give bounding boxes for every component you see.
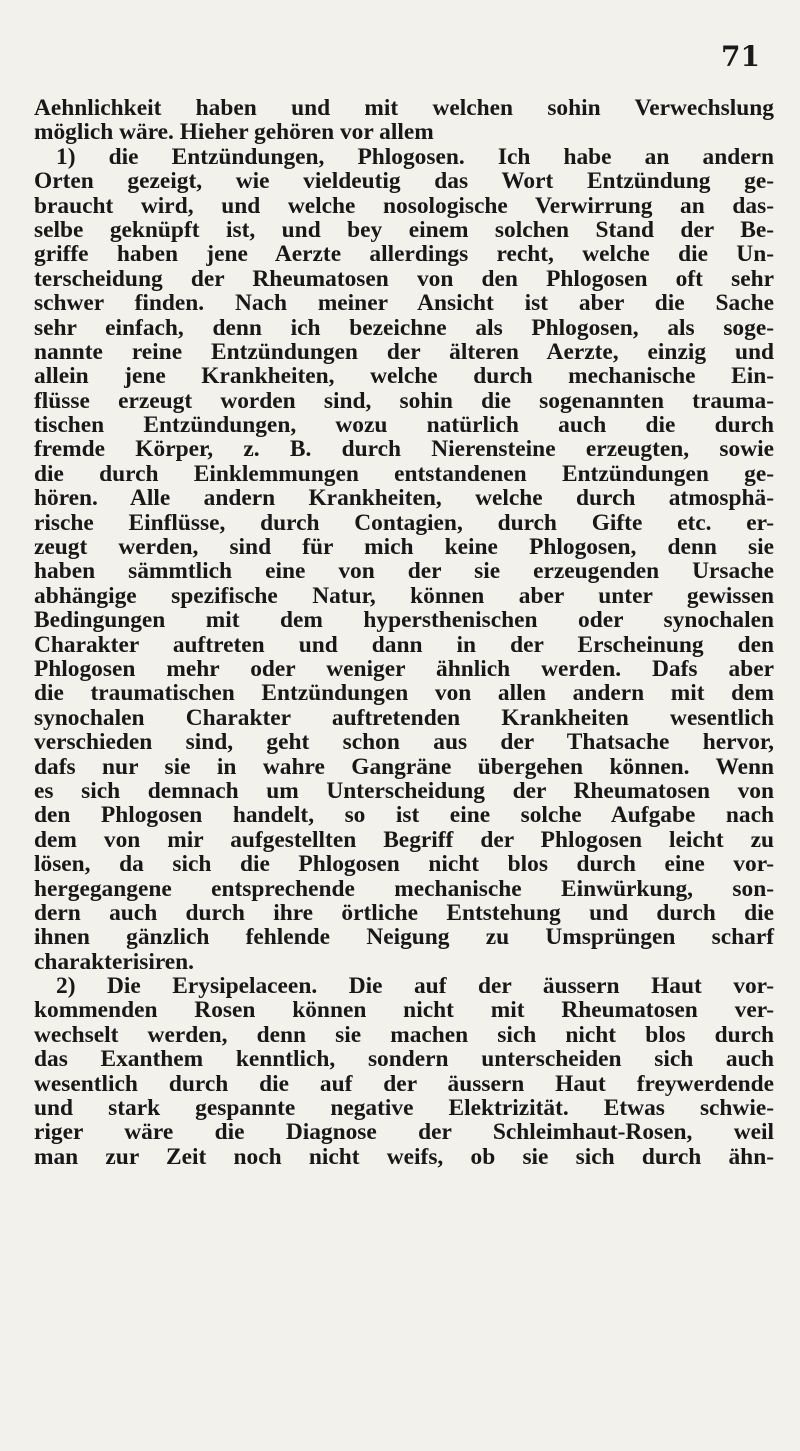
text-line: es sich demnach um Unterscheidung der Rheumatosen von	[34, 777, 774, 804]
text-line: charakterisiren.	[34, 948, 195, 975]
text-line: schwer finden. Nach meiner Ansicht ist aber die Sache	[34, 290, 774, 317]
text-line: allein jene Krankheiten, welche durch mechanische Ein-	[34, 363, 774, 390]
text-line: zeugt werden, sind für mich keine Phlogosen, denn sie	[34, 534, 774, 561]
text-line: dem von mir aufgestellten Begriff der Phlogosen leicht zu	[34, 826, 774, 853]
text-line: riger wäre die Diagnose der Schleimhaut-Rosen, weil	[34, 1119, 774, 1146]
text-line: die durch Einklemmungen entstandenen Entzündungen ge-	[34, 460, 774, 487]
text-line: Aehnlichkeit haben und mit welchen sohin Verwechslung	[34, 95, 774, 121]
text-line: abhängige spezifische Natur, können aber unter gewissen	[34, 582, 774, 609]
page-number: 71	[721, 40, 760, 73]
text-line: wechselt werden, denn sie machen sich nicht blos durch	[34, 1021, 774, 1048]
text-line: griffe haben jene Aerzte allerdings recht, welche die Un-	[34, 241, 774, 268]
text-line: hören. Alle andern Krankheiten, welche durch atmosphä-	[34, 485, 774, 512]
text-line: rische Einflüsse, durch Contagien, durch Gifte etc. er-	[34, 509, 774, 536]
text-line: dafs nur sie in wahre Gangräne übergehen können. Wenn	[34, 753, 774, 780]
text-line: selbe geknüpft ist, und bey einem solchen Stand der Be-	[34, 216, 774, 243]
text-line: Phlogosen mehr oder weniger ähnlich werden. Dafs aber	[34, 655, 774, 682]
text-line: das Exanthem kenntlich, sondern unterscheiden sich auch	[34, 1046, 774, 1073]
text-line: 1) die Entzündungen, Phlogosen. Ich habe an andern	[56, 143, 774, 170]
text-line: terscheidung der Rheumatosen von den Phlogosen oft sehr	[34, 265, 774, 292]
text-line: Orten gezeigt, wie vieldeutig das Wort Entzündung ge-	[34, 168, 774, 195]
text-line: hergegangene entsprechende mechanische Einwürkung, son-	[34, 875, 774, 902]
text-line: man zur Zeit noch nicht weifs, ob sie sich durch ähn-	[34, 1143, 774, 1170]
text-line: die traumatischen Entzündungen von allen andern mit dem	[34, 680, 774, 707]
text-line: braucht wird, und welche nosologische Verwirrung an das-	[34, 192, 774, 219]
text-line: Bedingungen mit dem hypersthenischen oder synochalen	[34, 607, 774, 634]
text-line: lösen, da sich die Phlogosen nicht blos durch eine vor-	[34, 851, 774, 878]
text-line: wesentlich durch die auf der äussern Haut freywerdende	[34, 1070, 774, 1097]
text-line: synochalen Charakter auftretenden Krankheiten wesentlich	[34, 704, 774, 731]
text-line: kommenden Rosen können nicht mit Rheumatosen ver-	[34, 997, 774, 1024]
text-line: möglich wäre. Hieher gehören vor allem	[34, 119, 434, 146]
text-line: nannte reine Entzündungen der älteren Aerzte, einzig und	[34, 338, 774, 365]
text-line: dern auch durch ihre örtliche Entstehung und durch die	[34, 899, 774, 926]
text-line: Charakter auftreten und dann in der Erscheinung den	[34, 631, 774, 658]
text-line: fremde Körper, z. B. durch Nierensteine erzeugten, sowie	[34, 436, 774, 463]
text-line: den Phlogosen handelt, so ist eine solche Aufgabe nach	[34, 802, 774, 829]
text-line: tischen Entzündungen, wozu natürlich auch die durch	[34, 412, 774, 439]
text-line: und stark gespannte negative Elektrizität. Etwas schwie-	[34, 1095, 774, 1122]
body-text	[34, 96, 774, 1169]
text-line: sehr einfach, denn ich bezeichne als Phlogosen, als soge-	[34, 314, 774, 341]
text-line: ihnen gänzlich fehlende Neigung zu Umsprüngen scharf	[34, 924, 774, 951]
text-line: haben sämmtlich eine von der sie erzeugenden Ursache	[34, 558, 774, 585]
text-line: 2) Die Erysipelaceen. Die auf der äussern Haut vor-	[56, 973, 774, 1000]
text-line: flüsse erzeugt worden sind, sohin die sogenannten trauma-	[34, 387, 774, 414]
text-line: verschieden sind, geht schon aus der Thatsache hervor,	[34, 729, 774, 756]
